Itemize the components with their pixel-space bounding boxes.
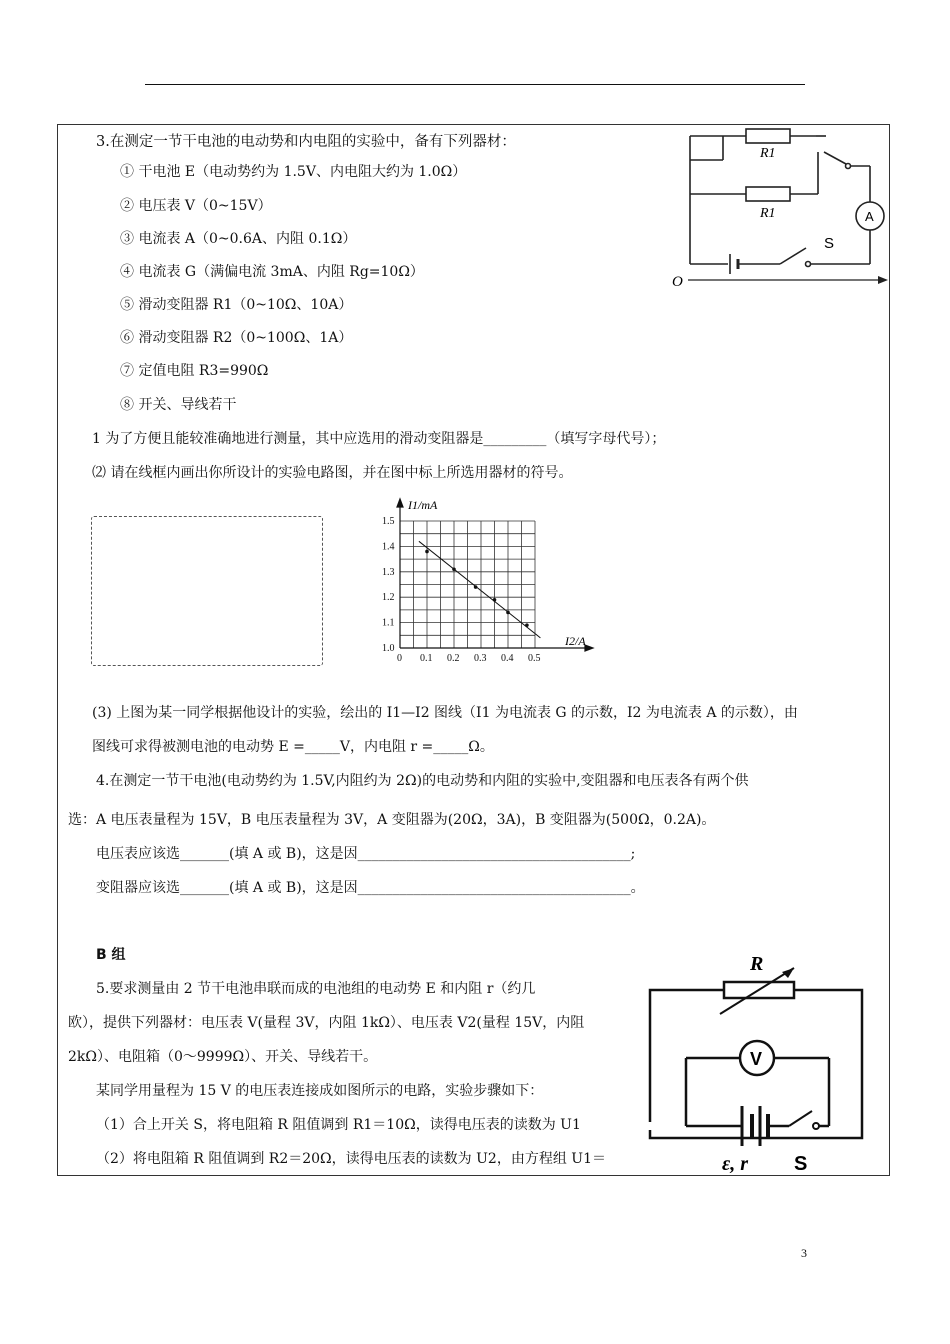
x-tick-label: 0.3	[474, 653, 487, 664]
q3-item-7: ⑦ 定值电阻 R3=990Ω	[120, 363, 269, 379]
ammeter-label: A	[865, 209, 874, 224]
q4-line3: 电压表应该选_______(填 A 或 B)，这是因_______________________________________;	[96, 846, 636, 862]
q5-line2: 欧），提供下列器材：电压表 V(量程 3V，内阻 1kΩ）、电压表 V2(量程 15V，内阻	[68, 1015, 585, 1031]
x-tick-label: 0.1	[420, 653, 433, 664]
y-tick-label: 1.0	[382, 643, 395, 654]
q5-line6: （2）将电阻箱 R 阻值调到 R2＝20Ω，读得电压表的读数为 U2，由方程组 U1＝	[96, 1151, 606, 1167]
x-tick-label: 0	[397, 653, 402, 664]
y-tick-label: 1.1	[382, 617, 395, 629]
q5-line4: 某同学用量程为 15 V 的电压表连接成如图所示的电路，实验步骤如下：	[96, 1083, 544, 1099]
q5-line1: 5.要求测量由 2 节干电池串联而成的电池组的电动势 E 和内阻 r（约几	[96, 981, 536, 997]
x-tick-label: 0.5	[528, 653, 541, 664]
switch-upper	[824, 152, 846, 164]
group-b-heading: B 组	[96, 947, 126, 963]
header-rule	[145, 84, 805, 85]
battery-label: ε, r	[722, 1153, 748, 1174]
q5-line5: （1）合上开关 S，将电阻箱 R 阻值调到 R1＝10Ω，读得电压表的读数为 U1	[96, 1117, 581, 1133]
origin-label: O	[672, 274, 683, 290]
chart-xlabel: I2/A	[565, 634, 586, 648]
q5-line3: 2kΩ）、电阻箱（0～9999Ω）、开关、导线若干。	[68, 1049, 378, 1065]
switch-label: S	[824, 235, 835, 252]
q3-title: 3.在测定一节干电池的电动势和内电阻的实验中，备有下列器材：	[96, 134, 516, 150]
data-point	[425, 550, 429, 554]
q4-line1: 4.在测定一节干电池(电动势约为 1.5V,内阻约为 2Ω)的电动势和内阻的实验中,变阻器和电压表各有两个供	[96, 773, 749, 789]
q3-part3-line1: (3) 上图为某一同学根据他设计的实验，绘出的 I1—I2 图线（I1 为电流表 G 的示数，I2 为电流表 A 的示数），由	[92, 705, 798, 721]
x-tick-label: 0.4	[501, 653, 514, 664]
switch-s2	[789, 1111, 812, 1126]
voltmeter-label: V	[750, 1049, 763, 1069]
resistor-r1-bottom	[746, 187, 790, 201]
q3-part3-line2: 图线可求得被测电池的电动势 E =_____V，内电阻 r =_____Ω。	[92, 739, 494, 755]
y-tick-label: 1.4	[382, 541, 395, 553]
q3-item-5: ⑤ 滑动变阻器 R1（0~10Ω、10A）	[120, 297, 353, 313]
y-tick-label: 1.3	[382, 566, 395, 578]
page-number: 3	[801, 1246, 807, 1260]
q3-part1: 1 为了方便且能较准确地进行测量，其中应选用的滑动变阻器是_________（填写字母代号）；	[92, 431, 666, 447]
label-r1-top: R1	[760, 146, 776, 161]
resistor-r1-top	[746, 129, 790, 143]
answer-drawing-box[interactable]	[91, 516, 323, 666]
q4-line4: 变阻器应该选_______(填 A 或 B)，这是因_______________________________________。	[96, 880, 645, 896]
chart-ylabel: I1/mA	[408, 498, 438, 512]
circuit-diagram-2	[644, 948, 876, 1174]
y-tick-label: 1.2	[382, 592, 395, 604]
q3-item-6: ⑥ 滑动变阻器 R2（0~100Ω、1A）	[120, 330, 353, 346]
switch-label-2: S	[794, 1153, 808, 1174]
q3-item-1: ① 干电池 E（电动势约为 1.5V、内电阻大约为 1.0Ω）	[120, 164, 467, 180]
x-tick-label: 0.2	[447, 653, 460, 664]
label-r1-bottom: R1	[760, 206, 776, 221]
fit-line	[419, 541, 541, 638]
q3-part2: ⑵ 请在线框内画出你所设计的实验电路图，并在图中标上所选用器材的符号。	[92, 465, 573, 481]
q3-item-3: ③ 电流表 A（0~0.6A、内阻 0.1Ω）	[120, 231, 357, 247]
circuit-diagram-1	[668, 124, 890, 292]
switch-s	[780, 248, 806, 264]
i1-i2-chart	[380, 495, 610, 670]
y-tick-label: 1.5	[382, 516, 395, 527]
y-axis-arrow	[397, 499, 403, 507]
q3-item-2: ② 电压表 V（0~15V）	[120, 198, 272, 214]
q3-item-4: ④ 电流表 G（满偏电流 3mA、内阻 Rg=10Ω）	[120, 264, 424, 280]
q4-line2: 选：A 电压表量程为 15V，B 电压表量程为 3V，A 变阻器为(20Ω，3A)，B 变阻器为(500Ω，0.2A)。	[68, 812, 716, 828]
rheostat-label: R	[750, 953, 764, 975]
q3-item-8: ⑧ 开关、导线若干	[120, 397, 237, 413]
x-axis-arrow	[585, 645, 593, 651]
